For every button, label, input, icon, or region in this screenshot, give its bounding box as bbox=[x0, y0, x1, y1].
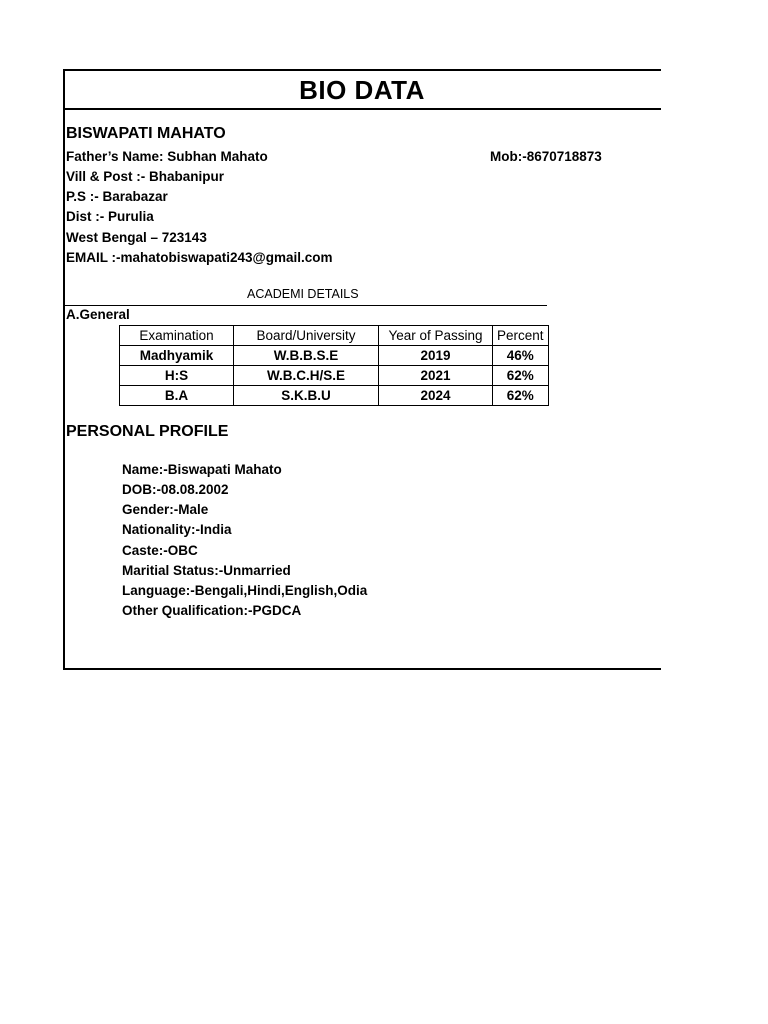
table-cell: Madhyamik bbox=[120, 346, 234, 366]
mobile-number: Mob:-8670718873 bbox=[490, 149, 602, 164]
table-cell: S.K.B.U bbox=[234, 386, 379, 406]
academic-table bbox=[119, 325, 549, 406]
table-cell: 62% bbox=[493, 386, 549, 406]
table-cell: 62% bbox=[493, 366, 549, 386]
academic-details-title: ACADEMI DETAILS bbox=[247, 287, 359, 301]
column-header: Percent bbox=[493, 326, 549, 346]
village-post: Vill & Post :- Bhabanipur bbox=[66, 169, 225, 184]
table-cell: 46% bbox=[493, 346, 549, 366]
table-cell: H:S bbox=[120, 366, 234, 386]
email: EMAIL :-mahatobiswapati243@gmail.com bbox=[66, 250, 333, 265]
table-cell: 2021 bbox=[379, 366, 493, 386]
table-cell: W.B.B.S.E bbox=[234, 346, 379, 366]
title-divider bbox=[63, 108, 661, 110]
police-station: P.S :- Barabazar bbox=[66, 189, 168, 204]
profile-marital-status: Maritial Status:-Unmarried bbox=[122, 563, 291, 578]
profile-nationality: Nationality:-India bbox=[122, 522, 232, 537]
general-section-label: A.General bbox=[66, 307, 130, 322]
profile-gender: Gender:-Male bbox=[122, 502, 209, 517]
personal-profile-heading: PERSONAL PROFILE bbox=[66, 423, 229, 440]
profile-caste: Caste:-OBC bbox=[122, 543, 198, 558]
table-row bbox=[120, 366, 549, 386]
column-header: Year of Passing bbox=[379, 326, 493, 346]
candidate-name-heading: BISWAPATI MAHATO bbox=[66, 125, 226, 142]
table-row bbox=[120, 386, 549, 406]
column-header: Board/University bbox=[234, 326, 379, 346]
profile-languages: Language:-Bengali,Hindi,English,Odia bbox=[122, 583, 368, 598]
table-cell: W.B.C.H/S.E bbox=[234, 366, 379, 386]
profile-other-qualification: Other Qualification:-PGDCA bbox=[122, 603, 302, 618]
page-title: BIO DATA bbox=[299, 75, 425, 105]
district: Dist :- Purulia bbox=[66, 209, 154, 224]
profile-dob: DOB:-08.08.2002 bbox=[122, 482, 229, 497]
column-header: Examination bbox=[120, 326, 234, 346]
state-pin: West Bengal – 723143 bbox=[66, 230, 207, 245]
table-row bbox=[120, 346, 549, 366]
table-cell: B.A bbox=[120, 386, 234, 406]
academic-divider bbox=[63, 305, 547, 306]
father-name: Father’s Name: Subhan Mahato bbox=[66, 149, 268, 164]
profile-name: Name:-Biswapati Mahato bbox=[122, 462, 282, 477]
table-cell: 2024 bbox=[379, 386, 493, 406]
table-cell: 2019 bbox=[379, 346, 493, 366]
table-header-row bbox=[120, 326, 549, 346]
